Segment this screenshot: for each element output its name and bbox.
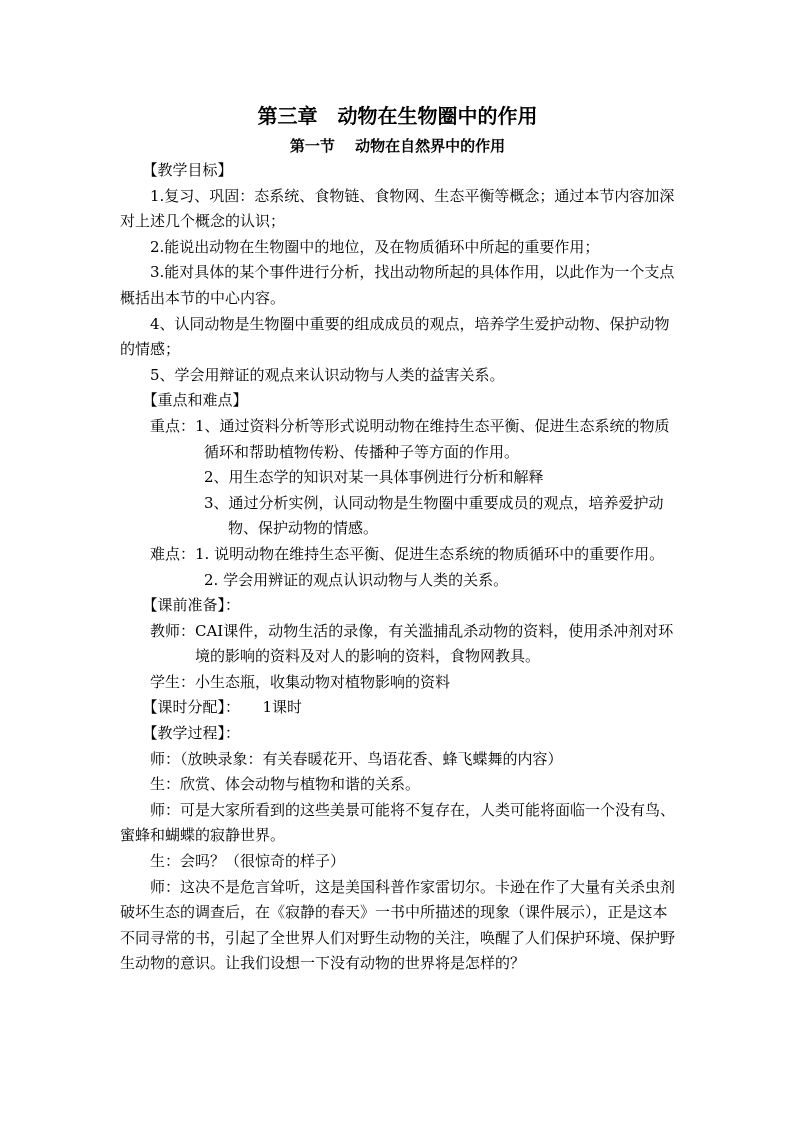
difficulty-item: 2. 学会用辨证的观点认识动物与人类的关系。 bbox=[204, 570, 509, 589]
prep-student: 学生：小生态瓶，收集动物对植物影响的资料 bbox=[150, 672, 451, 691]
objective-item: 3.能对具体的某个事件进行分析，找出动物所起的具体作用，以此作为一个支点概括出本节的中心内容。 bbox=[120, 263, 675, 307]
difficulty-item: 难点：1. 说明动物在维持生态平衡、促进生态系统的物质循环中的重要作用。 bbox=[150, 544, 665, 563]
key-point-item: 重点：1、通过资料分析等形式说明动物在维持生态平衡、促进生态系统的物质循环和帮助植物传粉、传播种子等方面的作用。 bbox=[150, 416, 670, 461]
section-title: 第一节 动物在自然界中的作用 bbox=[289, 137, 506, 155]
prep-teacher: 教师：CAI课件，动物生活的录像，有关滥捕乱杀动物的资料，使用杀冲剂对环境的影响的资料及对人的影响的资料，食物网教具。 bbox=[150, 621, 674, 666]
document-body bbox=[120, 100, 675, 977]
process-heading: 【教学过程】： bbox=[142, 724, 241, 743]
key-point-item: 2、用生态学的知识对某一具体事例进行分析和解释 bbox=[204, 468, 544, 487]
dialogue-line: 生：欣赏、体会动物与植物和谐的关系。 bbox=[150, 775, 421, 794]
dialogue-line: 师：（放映录象：有关春暖花开、鸟语花香、蜂飞蝶舞的内容） bbox=[150, 749, 563, 768]
objective-item: 2.能说出动物在生物圈中的地位，及在物质循环中所起的重要作用； bbox=[150, 237, 600, 256]
prep-heading: 【课前准备】： bbox=[142, 596, 241, 615]
dialogue-line: 师：这决不是危言耸听，这是美国科普作家雷切尔。卡逊在作了大量有关杀虫剂破坏生态的调查后，在《寂静的春天》一书中所描述的现象（课件展示），正是这本不同寻常的书，引起了全世界人们对野生动物的关注，唤醒了人们保护环境、保护野生动物的意识。让我们设想一下没有动物的世界将是怎样的？ bbox=[120, 877, 676, 973]
time-heading: 【课时分配】： 1课时 bbox=[142, 698, 303, 717]
objectives-heading: 【教学目标】 bbox=[142, 161, 233, 179]
key-points-heading: 【重点和难点】 bbox=[142, 391, 248, 410]
dialogue-line: 师：可是大家所看到的这些美景可能将不复存在，人类可能将面临一个没有鸟、蜜蜂和蝴蝶的寂静世界。 bbox=[120, 800, 676, 845]
dialogue-line: 生：会吗？（很惊奇的样子） bbox=[150, 852, 346, 871]
objective-item: 1.复习、巩固：态系统、食物链、食物网、生态平衡等概念；通过本节内容加深对上述几个概念的认识； bbox=[120, 186, 675, 231]
objective-item: 4、认同动物是生物圈中重要的组成成员的观点，培养学生爱护动物、保护动物的情感； bbox=[120, 314, 670, 359]
objective-item: 5、学会用辩证的观点来认识动物与人类的益害关系。 bbox=[150, 365, 505, 384]
key-point-item: 3、通过分析实例，认同动物是生物圈中重要成员的观点，培养爱护动物、保护动物的情感。 bbox=[204, 493, 664, 538]
chapter-title: 第三章 动物在生物圈中的作用 bbox=[257, 104, 538, 128]
